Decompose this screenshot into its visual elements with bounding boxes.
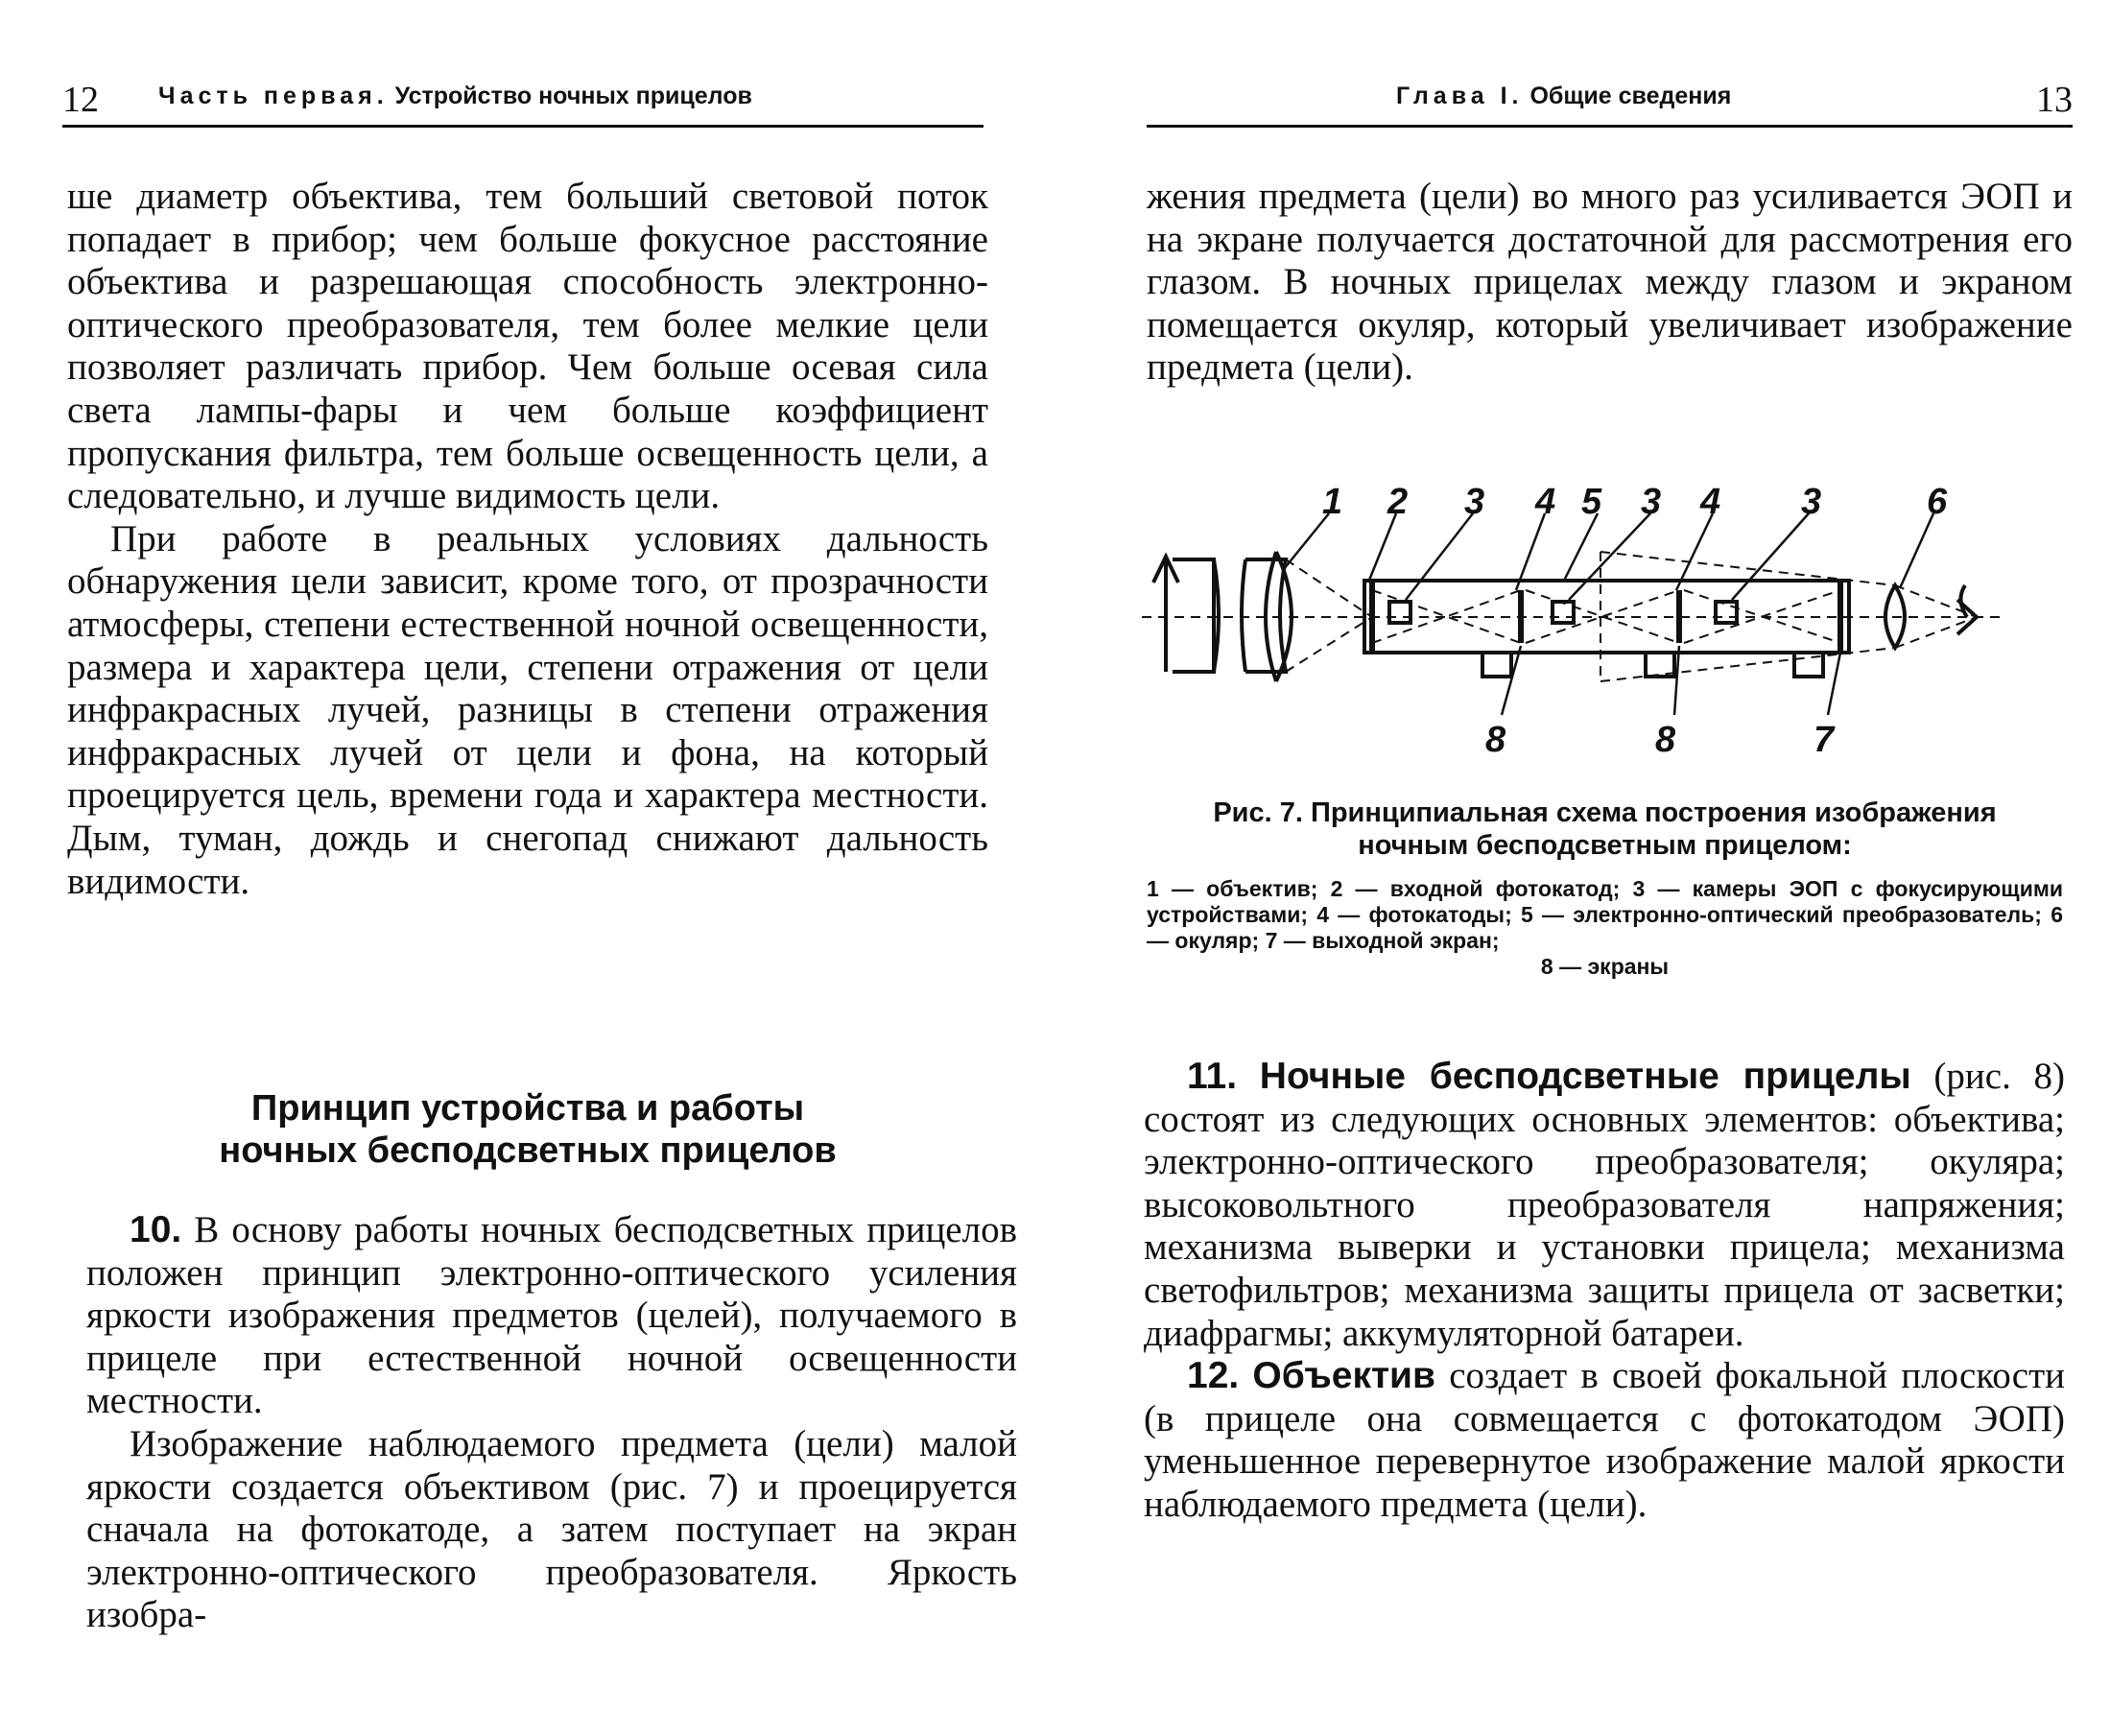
callout-label: 4 — [1700, 482, 1721, 522]
paragraph-lead: Ночные бесподсветные прицелы — [1259, 1056, 1911, 1097]
page-number: 12 — [62, 80, 99, 120]
caption-line: Рис. 7. Принципиальная схема построения изображения — [1213, 797, 1997, 828]
page-number: 13 — [2036, 80, 2073, 120]
caption-line: ночным бесподсветным прицелом: — [1358, 830, 1852, 861]
ray — [1286, 559, 1372, 617]
paragraph-number: 12. — [1187, 1355, 1240, 1397]
right-text-top — [1147, 176, 2073, 390]
left-page — [0, 0, 1046, 1736]
paragraph-number: 11. — [1187, 1056, 1238, 1097]
object-bracket — [1173, 559, 1214, 672]
left-text-bottom — [86, 1209, 1017, 1637]
right-page — [1103, 0, 2110, 1736]
section-heading-line: Принцип устройства и работы — [250, 1088, 805, 1129]
ray — [1895, 617, 1977, 648]
leader-line — [1564, 513, 1598, 581]
legend-text: 1 — объектив; 2 — входной фотокатод; 3 — камеры ЭОП с фокусирующими устройствами; 4 — фотокатоды; 5 — электронно-оптический преобразователь; 6 — окуляр; 7 — выходной экран; — [1147, 876, 2063, 953]
figure-caption-legend — [1147, 876, 2063, 980]
header-chapter: Глава I. — [1396, 83, 1524, 109]
paragraph-number: 10. — [130, 1209, 182, 1250]
right-text-bottom — [1144, 1056, 2065, 1527]
section-heading — [67, 1087, 988, 1172]
paragraph-text: создает в своей фокальной плоскости (в прицеле она совмещается с фотокатодом ЭОП) уменьшенное перевернутое изображение малой яркости наблюдаемого предмета (цели). — [1144, 1355, 2066, 1525]
focusing-chamber — [1389, 602, 1411, 623]
paragraph: жения предмета (цели) во много раз усиливается ЭОП и на экране получается достаточной для рассмотрения его глазом. В ночных прицелах между глазом и экраном помещается окуляр, который увеличивает изображение предмета (цели). — [1147, 176, 2073, 389]
callout-label: 5 — [1581, 482, 1602, 522]
paragraph-12 — [1144, 1355, 2065, 1526]
callout-label: 8 — [1485, 720, 1506, 760]
focusing-chamber — [1553, 602, 1574, 623]
header-part: Часть первая. — [158, 83, 389, 109]
legend-text-last: 8 — экраны — [1540, 954, 1670, 979]
figure-caption-title — [1147, 797, 2063, 862]
paragraph: При работе в реальных условиях дальность обнаружения цели зависит, кроме того, от прозрачности атмосферы, степени естественной ночной освещенности, размера и характера цели, степени отражения от цели инфракрасных лучей, разницы в степени отражения инфракрасных лучей от цели и фона, на который проецируется цель, времени года и характера местности. Дым, туман, дождь и снегопад снижают дальность видимости. — [67, 517, 988, 902]
focusing-chamber — [1716, 602, 1737, 623]
callout-label: 3 — [1641, 482, 1662, 522]
paragraph: Изображение наблюдаемого предмета (цели) малой яркости создается объективом (рис. 7) и проецируется сначала на фотокатоде, а затем поступает на экран электронно-оптического преобразователя. Яркость изобра- — [86, 1422, 1017, 1636]
paragraph-text: В основу работы ночных бесподсветных прицелов положен принцип электронно-оптического усиления яркости изображения предметов (целей), получаемого в прицеле при естественной ночной освещенности местности. — [86, 1209, 1017, 1422]
section-heading-line: ночных бесподсветных прицелов — [219, 1130, 837, 1171]
figure-7-diagram — [1142, 482, 2063, 763]
leader-line — [1368, 513, 1396, 583]
object-curve — [1242, 559, 1245, 672]
callout-label: 8 — [1655, 720, 1676, 760]
leader-line — [1828, 653, 1840, 715]
callout-label: 1 — [1322, 482, 1343, 522]
leader-line — [1406, 513, 1473, 600]
paragraph: ше диаметр объектива, тем больший световой поток попадает в прибор; чем больше фокусное расстояние объектива и разрешающая способность электронно-оптического преобразователя, тем более мелкие цели позволяет различать прибор. Чем больше осевая сила света лампы-фары и чем больше коэффициент пропускания фильтра, тем больше освещенность цели, а следовательно, и лучше видимость цели. — [67, 176, 988, 517]
leader-line — [1732, 513, 1809, 600]
tube-base — [1482, 653, 1511, 677]
running-header-right — [1147, 67, 2073, 128]
leader-line — [1900, 513, 1933, 588]
optical-scheme — [1142, 482, 2063, 763]
paragraph-10 — [86, 1209, 1017, 1423]
paragraph-11 — [1144, 1056, 2065, 1355]
ray — [1286, 617, 1372, 672]
header-title: Устройство ночных прицелов — [394, 83, 752, 109]
callout-label: 3 — [1801, 482, 1822, 522]
callout-label: 3 — [1464, 482, 1485, 522]
callout-label: 7 — [1814, 720, 1835, 760]
callout-label: 6 — [1927, 482, 1948, 522]
header-title: Общие сведения — [1529, 83, 1732, 109]
paragraph-text: (рис. 8) состоят из следующих основных элементов: объектива; электронно-оптического преобразователя; окуляра; высоковольтного преобразователя напряжения; механизма выверки и установки прицела; механизма светофильтров; механизма защиты прицела от засветки; диафрагмы; аккумуляторной батареи. — [1144, 1056, 2066, 1354]
callout-label: 2 — [1387, 482, 1409, 522]
running-header-left — [62, 67, 984, 128]
paragraph-lead: Объектив — [1252, 1355, 1436, 1397]
left-text-top — [67, 176, 988, 903]
callout-label: 4 — [1535, 482, 1556, 522]
